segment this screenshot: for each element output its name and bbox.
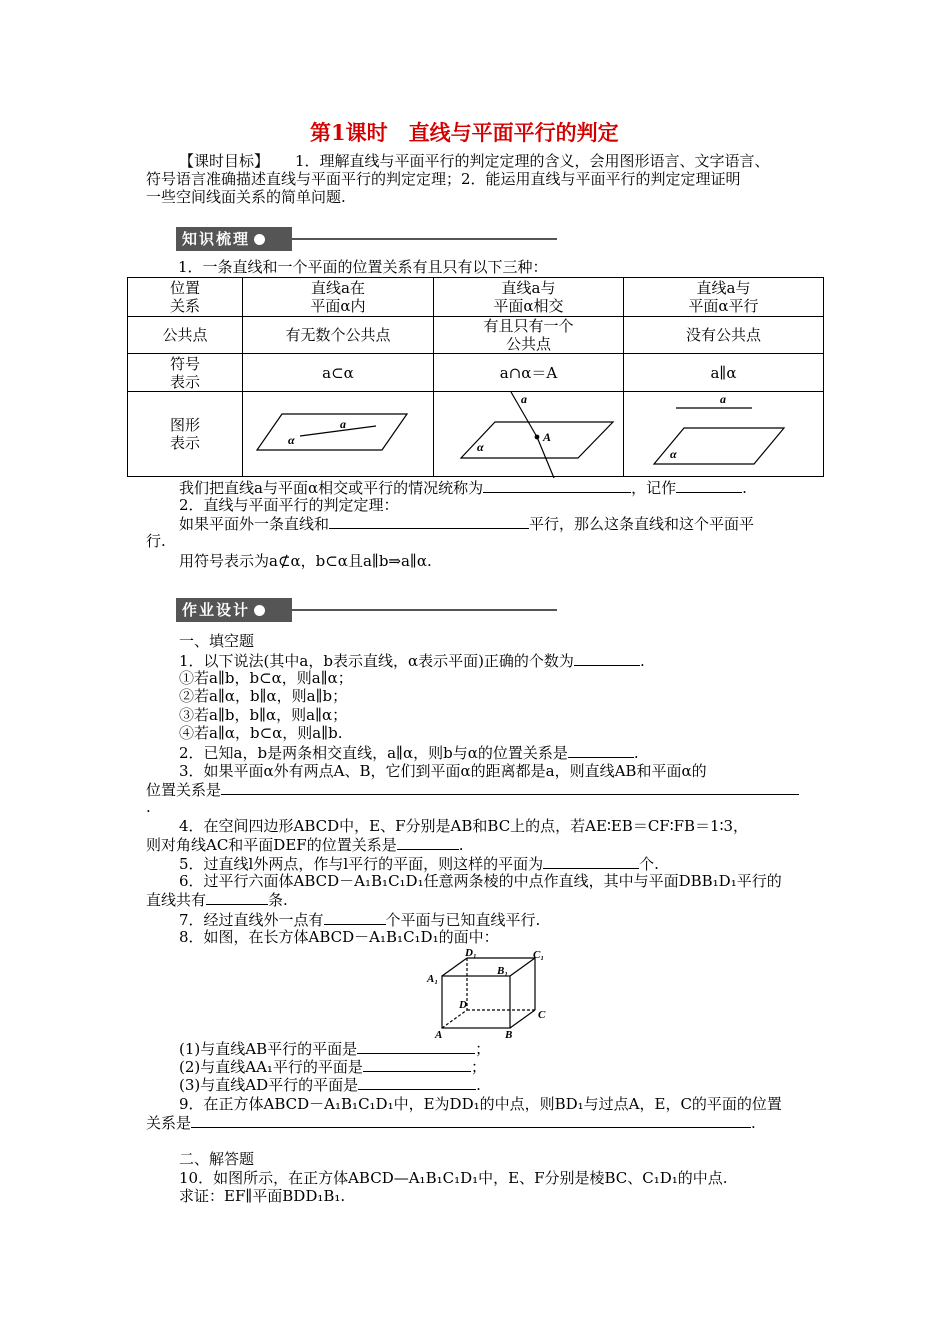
position-table: 位置 关系 直线a在 平面α内 直线a与 平面α相交 直线a与 平面α平行 公共点 有无数个公共点 有且只有一个 公共点 没有公共点 符号 表示 a⊂α a∩α＝A a∥α 图形 表示 (127, 277, 824, 477)
q1-option-2: ②若a∥α，b∥α，则a∥b； (179, 687, 348, 705)
q8-part-2: (2)与直线AA₁平行的平面是 ； (179, 1058, 486, 1076)
objective-line-2: 符号语言准确描述直线与平面平行的判定定理；2．能运用直线与平面平行的判定定理证明 (146, 170, 741, 188)
figure-line-in-plane (242, 400, 434, 470)
q3-line-1: 3．如果平面α外有两点A、B，它们到平面α的距离都是a，则直线AB和平面α的 (179, 762, 707, 780)
fill-heading: 一、填空题 (179, 632, 255, 650)
theorem-symbol: 用符号表示为a⊄α，b⊂α且a∥b⇒a∥α. (179, 552, 432, 570)
cube-label-A1: A₁ (427, 973, 439, 985)
theorem-heading: 2．直线与平面平行的判定定理： (179, 496, 399, 514)
figure-line-parallel-plane (624, 392, 824, 472)
q3-line-2: 位置关系是 (146, 780, 799, 799)
q2: 2．已知a，b是两条相交直线，a∥α，则b与α的位置关系是 . (179, 744, 639, 762)
after-table-line-1: 我们把直线a与平面α相交或平行的情况统称为 ，记作 . (179, 479, 747, 497)
page-title: 第1课时 直线与平面平行的判定 (310, 120, 619, 145)
cube-label-D1: D₁ (465, 947, 477, 959)
objective-line-1: 【课时目标】 1．理解直线与平面平行的判定定理的含义，会用图形语言、文字语言、 (179, 152, 770, 170)
q3-line-3: . (146, 798, 151, 816)
q8: 8．如图，在长方体ABCD－A₁B₁C₁D₁的面中： (179, 928, 499, 946)
cube-label-C: C (538, 1009, 546, 1021)
label-a: a (720, 392, 726, 406)
q7: 7．经过直线外一点有 个平面与已知直线平行. (179, 911, 541, 929)
label-A: A (543, 430, 552, 444)
objective-line-3: 一些空间线面关系的简单问题. (146, 188, 346, 206)
label-alpha: α (477, 440, 484, 454)
q6-line-1: 6．过平行六面体ABCD－A₁B₁C₁D₁任意两条棱的中点作直线，其中与平面DBB₁D₁平行的 (179, 872, 782, 890)
label-alpha: α (288, 433, 295, 447)
q10-line-2: 求证：EF∥平面BDD₁B₁. (179, 1187, 346, 1205)
q1-option-4: ④若a∥α，b⊂α，则a∥b. (179, 724, 343, 742)
cube-label-A: A (435, 1029, 443, 1038)
cube-label-D: D (459, 999, 467, 1011)
q5: 5．过直线l外两点，作与l平行的平面，则这样的平面为 个. (179, 855, 659, 873)
figure-line-intersects-plane (433, 390, 623, 480)
section-header-homework (176, 598, 557, 622)
q9-line-1: 9．在正方体ABCD－A₁B₁C₁D₁中，E为DD₁的中点，则BD₁与过点A，E，C的平面的位置 (179, 1095, 782, 1113)
q9-line-2: 关系是 . (146, 1114, 756, 1132)
q4-line-2: 则对角线AC和平面DEF的位置关系是 . (146, 836, 464, 854)
theorem-line-1: 如果平面外一条直线和 平行，那么这条直线和这个平面平 (179, 515, 755, 533)
q8-part-3: (3)与直线AD平行的平面是 . (179, 1076, 481, 1094)
section-title: 作业设计 (182, 601, 251, 619)
q4-line-1: 4．在空间四边形ABCD中，E、F分别是AB和BC上的点，若AE∶EB＝CF∶FB＝1∶3， (179, 817, 749, 835)
label-a: a (340, 417, 346, 431)
figure-cuboid (425, 946, 555, 1038)
cube-label-B: B (505, 1029, 513, 1038)
section-header-knowledge (176, 227, 557, 251)
q8-part-1: (1)与直线AB平行的平面是 ； (179, 1040, 491, 1058)
q1-option-3: ③若a∥b，b∥α，则a∥α； (179, 706, 348, 724)
cube-label-B1: B₁ (497, 965, 509, 977)
q1-option-1: ①若a∥b，b⊂α，则a∥α； (179, 669, 353, 687)
answer-heading: 二、解答题 (179, 1150, 255, 1168)
label-alpha: α (670, 447, 677, 461)
q6-line-2: 直线共有 条. (146, 891, 288, 909)
item-1-intro: 1．一条直线和一个平面的位置关系有且只有以下三种： (178, 258, 548, 276)
objective-label: 【课时目标】 (179, 152, 270, 170)
q1: 1．以下说法(其中a，b表示直线，α表示平面)正确的个数为 . (179, 652, 645, 670)
label-a: a (521, 392, 527, 406)
section-title: 知识梳理 (182, 230, 251, 248)
cube-label-C1: C₁ (533, 949, 545, 961)
theorem-line-2: 行. (146, 532, 166, 550)
q10-line-1: 10．如图所示，在正方体ABCD—A₁B₁C₁D₁中，E、F分别是棱BC、C₁D₁的中点. (179, 1169, 728, 1187)
